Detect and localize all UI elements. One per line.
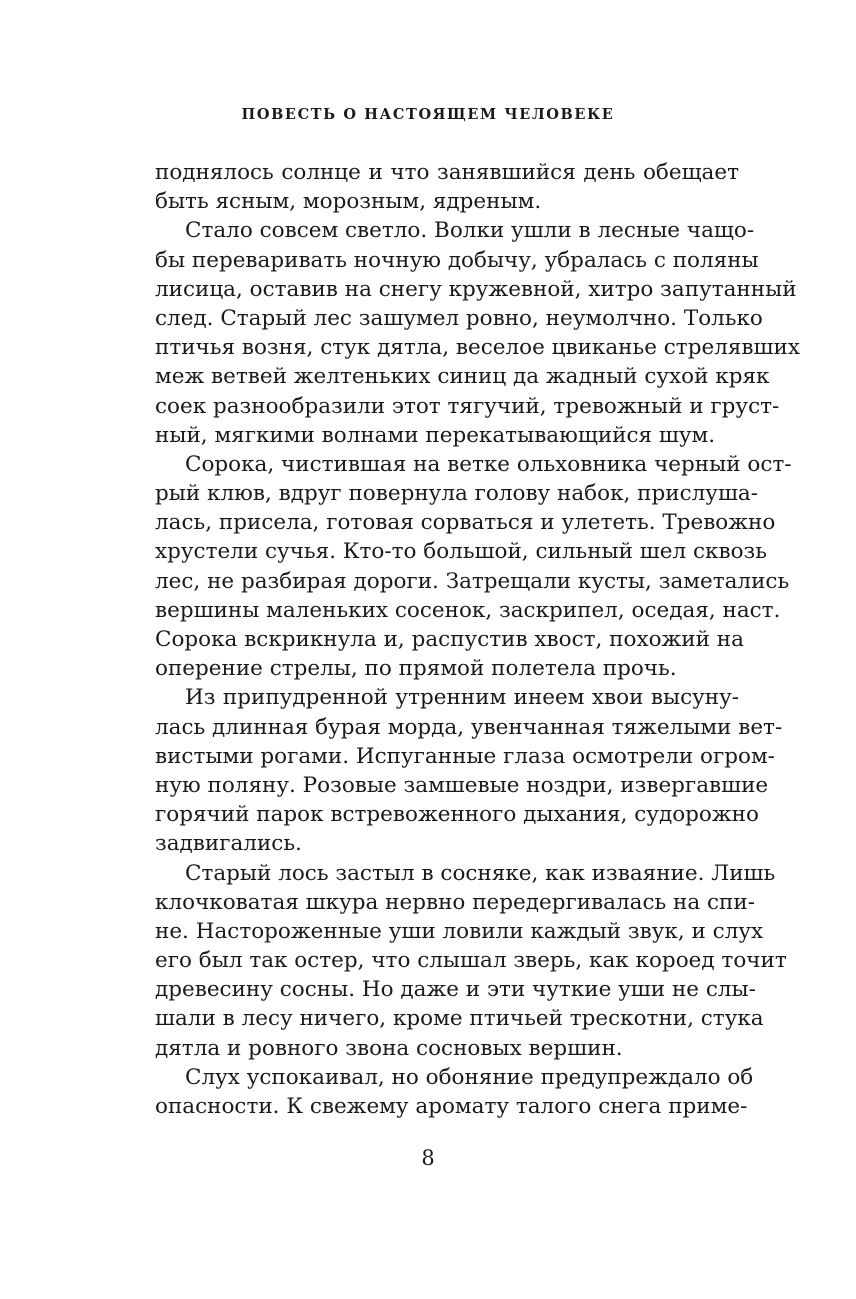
text-line: лисица, оставив на снегу кружевной, хитро запутанный xyxy=(155,276,797,302)
running-head: ПОВЕСТЬ О НАСТОЯЩЕМ ЧЕЛОВЕКЕ xyxy=(241,106,615,123)
text-line: меж ветвей желтеньких синиц да жадный сухой кряк xyxy=(155,364,770,390)
text-line: поднялось солнце и что занявшийся день обещает xyxy=(155,160,739,185)
text-line: вершины маленьких сосенок, заскрипел, оседая, наст. xyxy=(155,597,781,623)
paragraph-first-line: Сорока, чистившая на ветке ольховника черный ост- xyxy=(185,451,792,477)
text-line: бы переваривать ночную добычу, убралась с поляны xyxy=(155,247,759,273)
body-text xyxy=(155,158,800,1121)
paragraph-first-line: Из припудренной утренним инеем хвои высуну- xyxy=(185,685,739,711)
paragraph-first-line: Слух успокаивал, но обоняние предупреждало об xyxy=(185,1064,754,1090)
text-line: оперение стрелы, по прямой полетела прочь. xyxy=(155,656,677,682)
paragraph-first-line: Старый лось застыл в сосняке, как изваяние. Лишь xyxy=(185,860,776,886)
text-line: лась длинная бурая морда, увенчанная тяжелыми вет- xyxy=(155,714,783,740)
text-line: лес, не разбирая дороги. Затрещали кусты, заметались xyxy=(155,568,790,594)
text-line: не. Настороженные уши ловили каждый звук, и слух xyxy=(155,918,764,944)
text-line: Сорока вскрикнула и, распустив хвост, похожий на xyxy=(155,627,744,652)
text-line: горячий парок встревоженного дыхания, судорожно xyxy=(155,802,759,828)
text-line: ный, мягкими волнами перекатывающийся шум. xyxy=(155,422,716,448)
text-line: его был так остер, что слышал зверь, как короед точит xyxy=(155,948,787,974)
text-line: лась, присела, готовая сорваться и улететь. Тревожно xyxy=(155,510,776,536)
text-line: соек разнообразили этот тягучий, тревожный и груст- xyxy=(155,393,780,419)
text-line: ную поляну. Розовые замшевые ноздри, извергавшие xyxy=(155,772,769,798)
text-line: хрустели сучья. Кто-то большой, сильный шел сквозь xyxy=(155,539,767,565)
text-line: рый клюв, вдруг повернула голову набок, прислуша- xyxy=(155,481,759,507)
text-line: задвигались. xyxy=(155,831,302,857)
text-line: след. Старый лес зашумел ровно, неумолчно. Только xyxy=(155,305,763,331)
text-line: шали в лесу ничего, кроме птичьей трескотни, стука xyxy=(155,1006,764,1032)
text-line: клочковатая шкура нервно передергивалась на спи- xyxy=(155,889,755,915)
paragraph-first-line: Стало совсем светло. Волки ушли в лесные чащо- xyxy=(185,218,755,244)
page-number: 8 xyxy=(421,1146,435,1170)
text-line: древесину сосны. Но даже и эти чуткие уши не слы- xyxy=(155,977,756,1003)
text-line: быть ясным, морозным, ядреным. xyxy=(155,189,542,215)
text-line: вистыми рогами. Испуганные глаза осмотрели огром- xyxy=(155,743,775,769)
text-line: дятла и ровного звона сосновых вершин. xyxy=(155,1035,623,1061)
text-line: опасности. К свежему аромату талого снега приме- xyxy=(155,1094,748,1119)
text-line: птичья возня, стук дятла, веселое цвиканье стрелявших xyxy=(155,335,800,361)
